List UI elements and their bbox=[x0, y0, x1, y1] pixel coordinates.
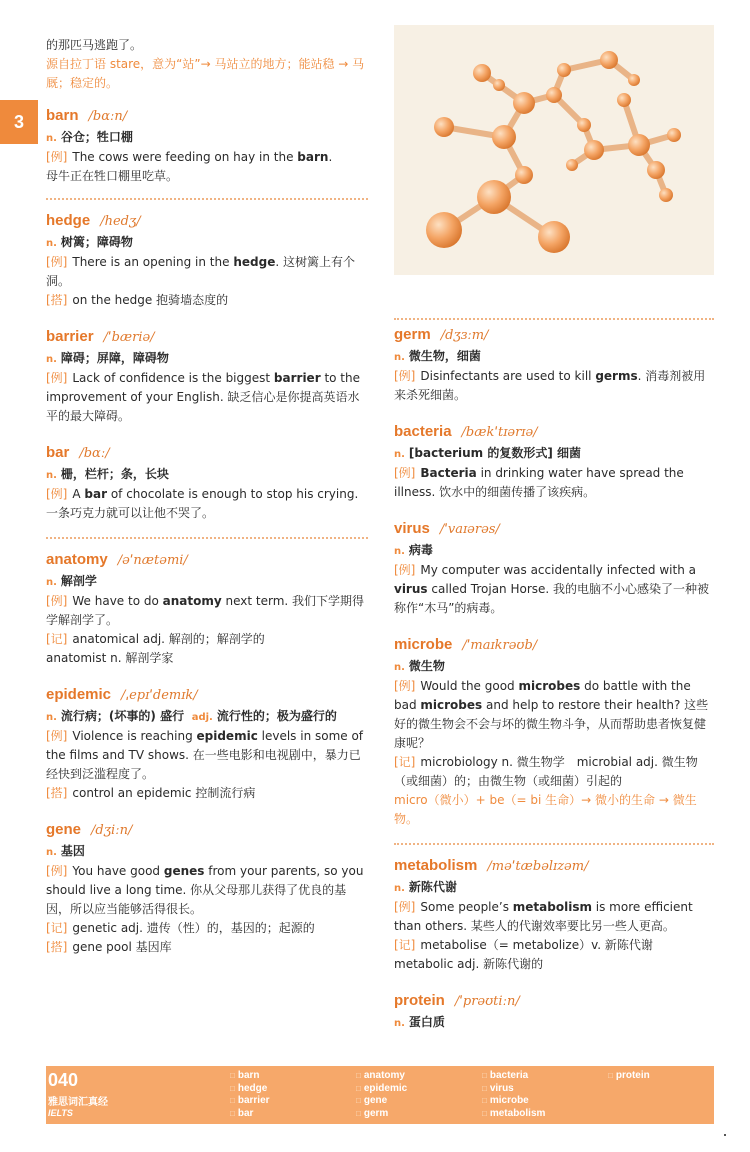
example-tag: [例] bbox=[46, 594, 68, 608]
memory-text: anatomical adj. 解剖的；解剖学的 bbox=[72, 632, 265, 646]
phonetic: /hedʒ/ bbox=[100, 214, 141, 229]
molecule-illustration bbox=[394, 25, 714, 275]
phonetic: /bɑː/ bbox=[79, 446, 110, 461]
footer-word: □ virus bbox=[482, 1083, 545, 1096]
entry-gene bbox=[46, 819, 368, 957]
headword: germ bbox=[394, 326, 431, 343]
example-text: . 这树篱上有个洞。 bbox=[46, 255, 355, 288]
example-text: We have to do bbox=[72, 594, 163, 608]
footer-word: □ microbe bbox=[482, 1095, 545, 1108]
example-text: . bbox=[328, 150, 333, 164]
example-tag: [例] bbox=[394, 679, 416, 693]
example-keyword: microbes bbox=[518, 679, 581, 693]
book-title: 雅思词汇真经 bbox=[48, 1097, 108, 1108]
definition: 微生物，细菌 bbox=[408, 349, 481, 363]
memory-tag: [记] bbox=[394, 755, 416, 769]
phonetic: /dʒɜːm/ bbox=[440, 328, 489, 343]
phonetic: /dʒiːn/ bbox=[91, 823, 133, 838]
example-text: Would the good bbox=[420, 679, 519, 693]
part-of-speech: n. bbox=[394, 449, 405, 460]
phonetic: /ˈbæriə/ bbox=[103, 330, 155, 345]
entry-virus bbox=[394, 518, 714, 618]
example-tag: [例] bbox=[46, 729, 68, 743]
collocation-text: control an epidemic 控制流行病 bbox=[72, 786, 256, 800]
footer-word: □ anatomy bbox=[356, 1070, 407, 1083]
headword: bar bbox=[46, 444, 70, 461]
footer-word: □ protein bbox=[608, 1070, 650, 1083]
example-keyword: hedge bbox=[233, 255, 276, 269]
right-column bbox=[394, 318, 714, 1033]
entry-barrier bbox=[46, 326, 368, 426]
part-of-speech: n. bbox=[394, 352, 405, 363]
example-text: is more efficient than others. 某些人的代谢效率要比另一些人更高。 bbox=[394, 900, 693, 933]
entry-bacteria bbox=[394, 421, 714, 502]
definition: 解剖学 bbox=[60, 574, 97, 588]
example-keyword: Bacteria bbox=[420, 466, 477, 480]
example-keyword: barrier bbox=[273, 371, 321, 385]
collocation-tag: [搭] bbox=[46, 293, 68, 307]
headword: microbe bbox=[394, 636, 453, 653]
example-text: levels in some of the films and TV shows. 在一些电影和电视剧中，暴力已经快到泛滥程度了。 bbox=[46, 729, 364, 781]
intro-text: 的那匹马逃跑了。 bbox=[46, 38, 143, 52]
example-text: from your parents, so you should live a long time. 你从父母那儿获得了优良的基因，所以应当能够活得很长。 bbox=[46, 864, 364, 916]
entry-microbe bbox=[394, 634, 714, 829]
part-of-speech: n. bbox=[46, 470, 57, 481]
entry-metabolism bbox=[394, 855, 714, 974]
part-of-speech: n. bbox=[394, 546, 405, 557]
entry-hedge bbox=[46, 210, 368, 310]
example-text: Disinfectants are used to kill bbox=[420, 369, 596, 383]
example-keyword: bar bbox=[84, 487, 108, 501]
example-keyword: metabolism bbox=[512, 900, 592, 914]
example-text: and help to restore their health? 这些好的微生物会不会与坏的微生物斗争，从而帮助患者恢复健康呢？ bbox=[394, 698, 709, 750]
example-text: of chocolate is enough to stop his crying. 一条巧克力就可以让他不哭了。 bbox=[46, 487, 359, 520]
memory-text: microbiology n. 微生物学 microbial adj. 微生物（或细菌）的；由微生物（或细菌）引起的 bbox=[394, 755, 698, 788]
footer-word: □ gene bbox=[356, 1095, 407, 1108]
memory-text: metabolic adj. 新陈代谢的 bbox=[394, 957, 544, 971]
example-text: Lack of confidence is the biggest bbox=[72, 371, 274, 385]
example-tag: [例] bbox=[46, 255, 68, 269]
entry-protein bbox=[394, 990, 714, 1033]
part-of-speech: n. bbox=[46, 354, 57, 365]
headword: epidemic bbox=[46, 686, 112, 703]
example-text: The cows were feeding on hay in the bbox=[72, 150, 298, 164]
footer-word: □ bacteria bbox=[482, 1070, 545, 1083]
example-text: to the improvement of your English. 缺乏信心是你提高英语水平的最大障碍。 bbox=[46, 371, 360, 423]
phonetic: /bɑːn/ bbox=[88, 109, 128, 124]
definition: 蛋白质 bbox=[408, 1015, 445, 1029]
headword: metabolism bbox=[394, 857, 478, 874]
example-translation: 母牛正在牲口棚里吃草。 bbox=[46, 169, 179, 183]
example-tag: [例] bbox=[394, 466, 416, 480]
example-text: Some people’s bbox=[420, 900, 513, 914]
memory-text: genetic adj. 遗传（性）的，基因的；起源的 bbox=[72, 921, 315, 935]
phonetic: /bækˈtɪərɪə/ bbox=[461, 425, 538, 440]
collocation-text: gene pool 基因库 bbox=[72, 940, 172, 954]
memory-text: anatomist n. 解剖学家 bbox=[46, 651, 174, 665]
left-column bbox=[46, 36, 368, 957]
example-tag: [例] bbox=[394, 900, 416, 914]
etymology-note: micro（微小）+ be（= bi 生命）→ 微小的生命 → 微生物。 bbox=[394, 793, 697, 826]
part-of-speech: n. bbox=[46, 712, 57, 723]
part-of-speech: adj. bbox=[191, 712, 213, 723]
example-tag: [例] bbox=[394, 369, 416, 383]
page-footer bbox=[46, 1066, 714, 1124]
example-text: called Trojan Horse. 我的电脑不小心感染了一种被称作“木马”的病毒。 bbox=[394, 582, 710, 615]
part-of-speech: n. bbox=[46, 577, 57, 588]
entry-barn bbox=[46, 105, 368, 186]
headword: virus bbox=[394, 520, 430, 537]
book-subtitle: IELTS bbox=[48, 1108, 73, 1118]
footer-word: □ barrier bbox=[230, 1095, 270, 1108]
example-keyword: virus bbox=[394, 582, 428, 596]
example-tag: [例] bbox=[394, 563, 416, 577]
entry-bar bbox=[46, 442, 368, 523]
footer-word: □ barn bbox=[230, 1070, 270, 1083]
divider bbox=[46, 537, 368, 539]
memory-tag: [记] bbox=[46, 632, 68, 646]
phonetic: /ˈmaɪkrəʊb/ bbox=[462, 638, 538, 653]
page-number: 040 bbox=[48, 1070, 79, 1090]
memory-tag: [记] bbox=[394, 938, 416, 952]
entry-epidemic bbox=[46, 684, 368, 803]
etymology-note: 源自拉丁语 stare，意为“站”→ 马站立的地方；能站稳 → 马厩；稳定的。 bbox=[46, 57, 365, 90]
headword: protein bbox=[394, 992, 445, 1009]
example-keyword: anatomy bbox=[162, 594, 222, 608]
definition: 谷仓；牲口棚 bbox=[60, 130, 133, 144]
definition: 病毒 bbox=[408, 543, 433, 557]
headword: bacteria bbox=[394, 423, 452, 440]
divider bbox=[394, 843, 714, 845]
footer-word: □ germ bbox=[356, 1108, 407, 1121]
phonetic: /məˈtæbəlɪzəm/ bbox=[487, 859, 589, 874]
example-text: There is an opening in the bbox=[72, 255, 234, 269]
divider bbox=[394, 318, 714, 320]
definition: [bacterium 的复数形式] 细菌 bbox=[408, 446, 582, 460]
headword: barrier bbox=[46, 328, 94, 345]
page-mark bbox=[724, 1134, 726, 1136]
definition: 新陈代谢 bbox=[408, 880, 457, 894]
example-text: in drinking water have spread the illness. 饮水中的细菌传播了该疾病。 bbox=[394, 466, 684, 499]
footer-word-column bbox=[482, 1070, 545, 1120]
headword: gene bbox=[46, 821, 82, 838]
phonetic: /ˌepɪˈdemɪk/ bbox=[121, 688, 198, 703]
memory-text: metabolise（= metabolize）v. 新陈代谢 bbox=[420, 938, 653, 952]
example-tag: [例] bbox=[46, 864, 68, 878]
definition: 微生物 bbox=[408, 659, 445, 673]
phonetic: /əˈnætəmi/ bbox=[117, 553, 188, 568]
entry-anatomy bbox=[46, 549, 368, 668]
example-text: . 消毒剂被用来杀死细菌。 bbox=[394, 369, 706, 402]
part-of-speech: n. bbox=[394, 662, 405, 673]
definition: 障碍；屏障，障碍物 bbox=[60, 351, 169, 365]
definition: 流行病；(坏事的) 盛行 bbox=[60, 709, 185, 723]
chapter-tab: 3 bbox=[0, 100, 38, 144]
part-of-speech: n. bbox=[394, 1018, 405, 1029]
definition: 栅，栏杆；条，长块 bbox=[60, 467, 169, 481]
footer-word: □ hedge bbox=[230, 1083, 270, 1096]
phonetic: /ˈvaɪərəs/ bbox=[439, 522, 500, 537]
example-keyword: epidemic bbox=[196, 729, 258, 743]
headword: anatomy bbox=[46, 551, 108, 568]
example-keyword: genes bbox=[163, 864, 205, 878]
footer-word: □ metabolism bbox=[482, 1108, 545, 1121]
example-text: You have good bbox=[72, 864, 164, 878]
example-text: Violence is reaching bbox=[72, 729, 197, 743]
entry-germ bbox=[394, 324, 714, 405]
example-text: A bbox=[72, 487, 85, 501]
example-tag: [例] bbox=[46, 150, 68, 164]
headword: barn bbox=[46, 107, 79, 124]
molecule-model-icon bbox=[394, 25, 714, 275]
headword: hedge bbox=[46, 212, 91, 229]
part-of-speech: n. bbox=[46, 133, 57, 144]
definition: 流行性的；极为盛行的 bbox=[216, 709, 337, 723]
phonetic: /ˈprəʊtiːn/ bbox=[454, 994, 520, 1009]
example-text: My computer was accidentally infected with a bbox=[420, 563, 696, 577]
footer-word: □ epidemic bbox=[356, 1083, 407, 1096]
footer-word: □ bar bbox=[230, 1108, 270, 1121]
collocation-text: on the hedge 抱骑墙态度的 bbox=[72, 293, 229, 307]
example-text: do battle with the bad bbox=[394, 679, 691, 712]
example-keyword: germs bbox=[595, 369, 638, 383]
footer-word-column bbox=[608, 1070, 650, 1083]
memory-tag: [记] bbox=[46, 921, 68, 935]
collocation-tag: [搭] bbox=[46, 786, 68, 800]
example-tag: [例] bbox=[46, 487, 68, 501]
definition: 树篱；障碍物 bbox=[60, 235, 133, 249]
divider bbox=[46, 198, 368, 200]
part-of-speech: n. bbox=[46, 238, 57, 249]
example-text: next term. 我们下学期得学解剖学了。 bbox=[46, 594, 365, 627]
definition: 基因 bbox=[60, 844, 85, 858]
example-keyword: barn bbox=[297, 150, 329, 164]
part-of-speech: n. bbox=[394, 883, 405, 894]
part-of-speech: n. bbox=[46, 847, 57, 858]
example-keyword: microbes bbox=[420, 698, 483, 712]
example-tag: [例] bbox=[46, 371, 68, 385]
footer-word-column bbox=[356, 1070, 407, 1120]
collocation-tag: [搭] bbox=[46, 940, 68, 954]
footer-word-column bbox=[230, 1070, 270, 1120]
